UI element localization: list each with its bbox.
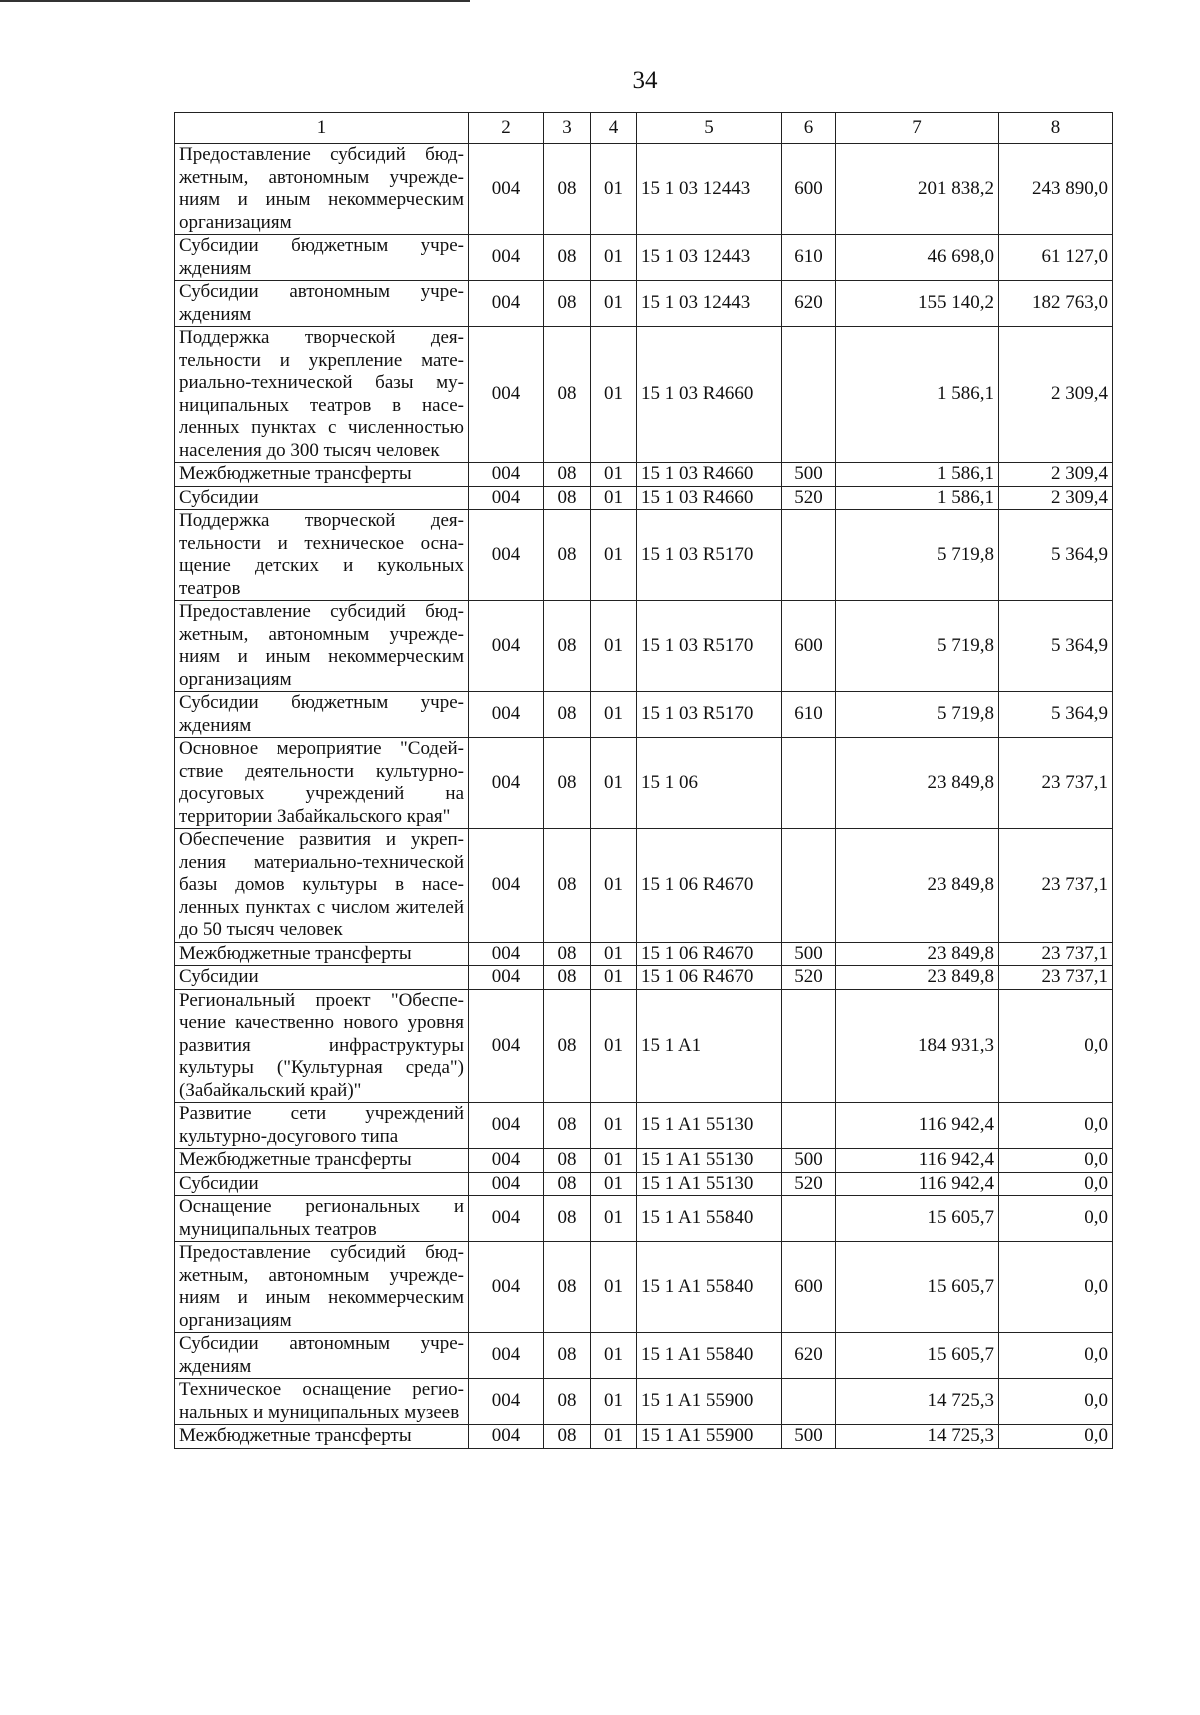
row-name: Региональный проект "Обеспечение качественно нового уровня развития инфраструктуры культуры ("Культурная среда") (Забайкальский край)" [175, 989, 469, 1103]
row-name: Субсидии бюджетным учреждениям [175, 692, 469, 738]
row-col-4: 01 [591, 144, 637, 235]
row-col-4: 01 [591, 738, 637, 829]
row-value-7: 23 849,8 [836, 738, 999, 829]
row-col-3: 08 [544, 1333, 591, 1379]
row-value-8: 2 309,4 [999, 327, 1113, 463]
row-col-2: 004 [469, 281, 544, 327]
row-code: 15 1 03 R4660 [637, 463, 782, 487]
row-col-2: 004 [469, 942, 544, 966]
table-row [175, 1103, 1113, 1149]
row-col-4: 01 [591, 1149, 637, 1173]
row-col-3: 08 [544, 1149, 591, 1173]
row-col-6 [782, 510, 836, 601]
row-col-4: 01 [591, 966, 637, 990]
row-value-8: 0,0 [999, 1172, 1113, 1196]
row-col-4: 01 [591, 235, 637, 281]
row-col-3: 08 [544, 1196, 591, 1242]
row-col-6: 620 [782, 1333, 836, 1379]
row-value-7: 116 942,4 [836, 1172, 999, 1196]
row-col-6 [782, 1379, 836, 1425]
row-col-6: 620 [782, 281, 836, 327]
row-code: 15 1 03 12443 [637, 281, 782, 327]
row-col-4: 01 [591, 1196, 637, 1242]
row-col-6 [782, 989, 836, 1103]
row-value-7: 116 942,4 [836, 1103, 999, 1149]
row-col-3: 08 [544, 486, 591, 510]
header-col-4: 4 [591, 113, 637, 144]
row-code: 15 1 A1 55130 [637, 1172, 782, 1196]
row-col-3: 08 [544, 601, 591, 692]
row-col-3: 08 [544, 829, 591, 943]
row-col-3: 08 [544, 966, 591, 990]
row-col-2: 004 [469, 989, 544, 1103]
row-value-7: 15 605,7 [836, 1242, 999, 1333]
row-value-7: 46 698,0 [836, 235, 999, 281]
row-col-2: 004 [469, 1242, 544, 1333]
row-name: Предоставление субсидий бюджетным, автономным учреждениям и иным некоммерческим организациям [175, 144, 469, 235]
top-rule [0, 0, 470, 2]
row-value-8: 0,0 [999, 1425, 1113, 1449]
row-col-3: 08 [544, 281, 591, 327]
row-col-2: 004 [469, 486, 544, 510]
table-header [175, 113, 1113, 144]
row-code: 15 1 03 R4660 [637, 486, 782, 510]
row-name: Техническое оснащение региональных и муниципальных музеев [175, 1379, 469, 1425]
table-row [175, 1196, 1113, 1242]
row-value-7: 184 931,3 [836, 989, 999, 1103]
table-row [175, 1425, 1113, 1449]
table-row [175, 738, 1113, 829]
row-code: 15 1 A1 [637, 989, 782, 1103]
header-col-7: 7 [836, 113, 999, 144]
row-col-6 [782, 1103, 836, 1149]
row-col-4: 01 [591, 829, 637, 943]
row-value-8: 5 364,9 [999, 601, 1113, 692]
table-row [175, 510, 1113, 601]
row-code: 15 1 06 R4670 [637, 829, 782, 943]
header-col-2: 2 [469, 113, 544, 144]
table-row [175, 601, 1113, 692]
row-col-2: 004 [469, 738, 544, 829]
row-name: Предоставление субсидий бюджетным, автономным учреждениям и иным некоммерческим организациям [175, 601, 469, 692]
row-value-7: 15 605,7 [836, 1333, 999, 1379]
row-col-2: 004 [469, 510, 544, 601]
row-col-4: 01 [591, 463, 637, 487]
row-value-7: 1 586,1 [836, 486, 999, 510]
row-value-7: 23 849,8 [836, 966, 999, 990]
row-name: Субсидии [175, 486, 469, 510]
row-value-8: 0,0 [999, 1149, 1113, 1173]
row-col-2: 004 [469, 601, 544, 692]
table-row [175, 989, 1113, 1103]
row-value-8: 5 364,9 [999, 692, 1113, 738]
row-name: Поддержка творческой деятельности и укрепление материально-технической базы муниципальных театров в населенных пунктах с численностью населения до 300 тысяч человек [175, 327, 469, 463]
row-col-3: 08 [544, 463, 591, 487]
row-col-4: 01 [591, 486, 637, 510]
table-row [175, 1149, 1113, 1173]
row-code: 15 1 06 [637, 738, 782, 829]
row-col-6: 600 [782, 144, 836, 235]
row-value-8: 2 309,4 [999, 486, 1113, 510]
row-col-6 [782, 327, 836, 463]
header-col-8: 8 [999, 113, 1113, 144]
row-name: Субсидии автономным учреждениям [175, 281, 469, 327]
row-col-2: 004 [469, 966, 544, 990]
row-col-4: 01 [591, 1333, 637, 1379]
row-col-3: 08 [544, 144, 591, 235]
row-col-3: 08 [544, 989, 591, 1103]
row-name: Межбюджетные трансферты [175, 1149, 469, 1173]
row-value-8: 0,0 [999, 989, 1113, 1103]
row-col-6: 500 [782, 463, 836, 487]
row-code: 15 1 A1 55900 [637, 1425, 782, 1449]
row-value-7: 5 719,8 [836, 510, 999, 601]
table-row [175, 692, 1113, 738]
row-value-7: 14 725,3 [836, 1425, 999, 1449]
row-value-8: 5 364,9 [999, 510, 1113, 601]
table-row [175, 942, 1113, 966]
row-name: Развитие сети учреждений культурно-досугового типа [175, 1103, 469, 1149]
row-col-6 [782, 829, 836, 943]
row-col-2: 004 [469, 144, 544, 235]
row-name: Межбюджетные трансферты [175, 463, 469, 487]
budget-table [174, 112, 1113, 1449]
table-row [175, 144, 1113, 235]
row-name: Субсидии [175, 966, 469, 990]
row-col-2: 004 [469, 1149, 544, 1173]
row-col-3: 08 [544, 1379, 591, 1425]
row-col-4: 01 [591, 510, 637, 601]
row-col-4: 01 [591, 281, 637, 327]
row-col-2: 004 [469, 1333, 544, 1379]
table-row [175, 327, 1113, 463]
row-value-7: 155 140,2 [836, 281, 999, 327]
table-row [175, 1242, 1113, 1333]
row-code: 15 1 A1 55900 [637, 1379, 782, 1425]
row-value-7: 1 586,1 [836, 463, 999, 487]
row-value-7: 1 586,1 [836, 327, 999, 463]
row-value-8: 23 737,1 [999, 942, 1113, 966]
row-name: Субсидии [175, 1172, 469, 1196]
row-col-3: 08 [544, 327, 591, 463]
row-col-2: 004 [469, 235, 544, 281]
row-col-4: 01 [591, 989, 637, 1103]
row-code: 15 1 03 R5170 [637, 510, 782, 601]
row-code: 15 1 03 R4660 [637, 327, 782, 463]
table-row [175, 1172, 1113, 1196]
table-body [175, 144, 1113, 1449]
row-name: Оснащение региональных и муниципальных театров [175, 1196, 469, 1242]
row-value-8: 23 737,1 [999, 966, 1113, 990]
row-col-3: 08 [544, 235, 591, 281]
row-col-4: 01 [591, 942, 637, 966]
header-col-6: 6 [782, 113, 836, 144]
row-col-6: 520 [782, 966, 836, 990]
table-row [175, 829, 1113, 943]
row-col-4: 01 [591, 1379, 637, 1425]
row-value-7: 201 838,2 [836, 144, 999, 235]
row-value-8: 2 309,4 [999, 463, 1113, 487]
row-code: 15 1 A1 55130 [637, 1103, 782, 1149]
row-value-7: 116 942,4 [836, 1149, 999, 1173]
row-code: 15 1 03 12443 [637, 235, 782, 281]
row-name: Предоставление субсидий бюджетным, автономным учреждениям и иным некоммерческим организациям [175, 1242, 469, 1333]
row-value-8: 23 737,1 [999, 829, 1113, 943]
row-col-3: 08 [544, 692, 591, 738]
row-value-8: 0,0 [999, 1242, 1113, 1333]
row-value-8: 61 127,0 [999, 235, 1113, 281]
row-name: Субсидии бюджетным учреждениям [175, 235, 469, 281]
row-col-4: 01 [591, 1103, 637, 1149]
row-col-6: 500 [782, 1425, 836, 1449]
row-code: 15 1 A1 55130 [637, 1149, 782, 1173]
row-col-2: 004 [469, 327, 544, 463]
row-col-6 [782, 738, 836, 829]
row-col-4: 01 [591, 1172, 637, 1196]
row-col-6: 500 [782, 942, 836, 966]
row-value-8: 0,0 [999, 1333, 1113, 1379]
table-row [175, 235, 1113, 281]
row-value-7: 5 719,8 [836, 601, 999, 692]
row-col-6: 520 [782, 486, 836, 510]
row-col-2: 004 [469, 829, 544, 943]
row-code: 15 1 A1 55840 [637, 1333, 782, 1379]
row-code: 15 1 A1 55840 [637, 1196, 782, 1242]
row-col-4: 01 [591, 1242, 637, 1333]
row-name: Основное мероприятие "Содействие деятельности культурно-досуговых учреждений на территории Забайкальского края" [175, 738, 469, 829]
row-col-6: 520 [782, 1172, 836, 1196]
table-row [175, 486, 1113, 510]
row-value-7: 23 849,8 [836, 942, 999, 966]
row-name: Субсидии автономным учреждениям [175, 1333, 469, 1379]
row-col-3: 08 [544, 942, 591, 966]
row-col-6: 600 [782, 1242, 836, 1333]
row-code: 15 1 03 R5170 [637, 601, 782, 692]
row-name: Межбюджетные трансферты [175, 942, 469, 966]
row-code: 15 1 03 R5170 [637, 692, 782, 738]
row-col-4: 01 [591, 601, 637, 692]
row-col-6: 610 [782, 692, 836, 738]
row-col-2: 004 [469, 1172, 544, 1196]
table-row [175, 463, 1113, 487]
row-col-3: 08 [544, 1425, 591, 1449]
row-value-7: 14 725,3 [836, 1379, 999, 1425]
row-value-8: 243 890,0 [999, 144, 1113, 235]
row-name: Поддержка творческой деятельности и техническое оснащение детских и кукольных театров [175, 510, 469, 601]
row-code: 15 1 06 R4670 [637, 942, 782, 966]
row-value-8: 0,0 [999, 1379, 1113, 1425]
header-col-1: 1 [175, 113, 469, 144]
row-col-6 [782, 1196, 836, 1242]
row-value-7: 23 849,8 [836, 829, 999, 943]
row-col-3: 08 [544, 1103, 591, 1149]
row-col-2: 004 [469, 1103, 544, 1149]
row-name: Межбюджетные трансферты [175, 1425, 469, 1449]
row-value-7: 5 719,8 [836, 692, 999, 738]
row-name: Обеспечение развития и укрепления материально-технической базы домов культуры в населенных пунктах с числом жителей до 50 тысяч человек [175, 829, 469, 943]
table-row [175, 1379, 1113, 1425]
row-col-4: 01 [591, 1425, 637, 1449]
row-col-3: 08 [544, 1242, 591, 1333]
page-number: 34 [632, 67, 658, 94]
table-row [175, 1333, 1113, 1379]
table-row [175, 966, 1113, 990]
row-value-8: 0,0 [999, 1103, 1113, 1149]
row-col-2: 004 [469, 1196, 544, 1242]
header-row [175, 113, 1113, 144]
row-col-6: 500 [782, 1149, 836, 1173]
row-col-3: 08 [544, 738, 591, 829]
row-col-4: 01 [591, 327, 637, 463]
row-col-2: 004 [469, 1379, 544, 1425]
table-row [175, 281, 1113, 327]
row-col-6: 600 [782, 601, 836, 692]
row-col-4: 01 [591, 692, 637, 738]
row-code: 15 1 A1 55840 [637, 1242, 782, 1333]
header-col-5: 5 [637, 113, 782, 144]
row-value-8: 0,0 [999, 1196, 1113, 1242]
row-col-6: 610 [782, 235, 836, 281]
row-value-7: 15 605,7 [836, 1196, 999, 1242]
row-value-8: 23 737,1 [999, 738, 1113, 829]
row-col-2: 004 [469, 463, 544, 487]
row-col-3: 08 [544, 1172, 591, 1196]
row-col-2: 004 [469, 692, 544, 738]
row-col-3: 08 [544, 510, 591, 601]
row-code: 15 1 03 12443 [637, 144, 782, 235]
row-code: 15 1 06 R4670 [637, 966, 782, 990]
row-value-8: 182 763,0 [999, 281, 1113, 327]
header-col-3: 3 [544, 113, 591, 144]
row-col-2: 004 [469, 1425, 544, 1449]
